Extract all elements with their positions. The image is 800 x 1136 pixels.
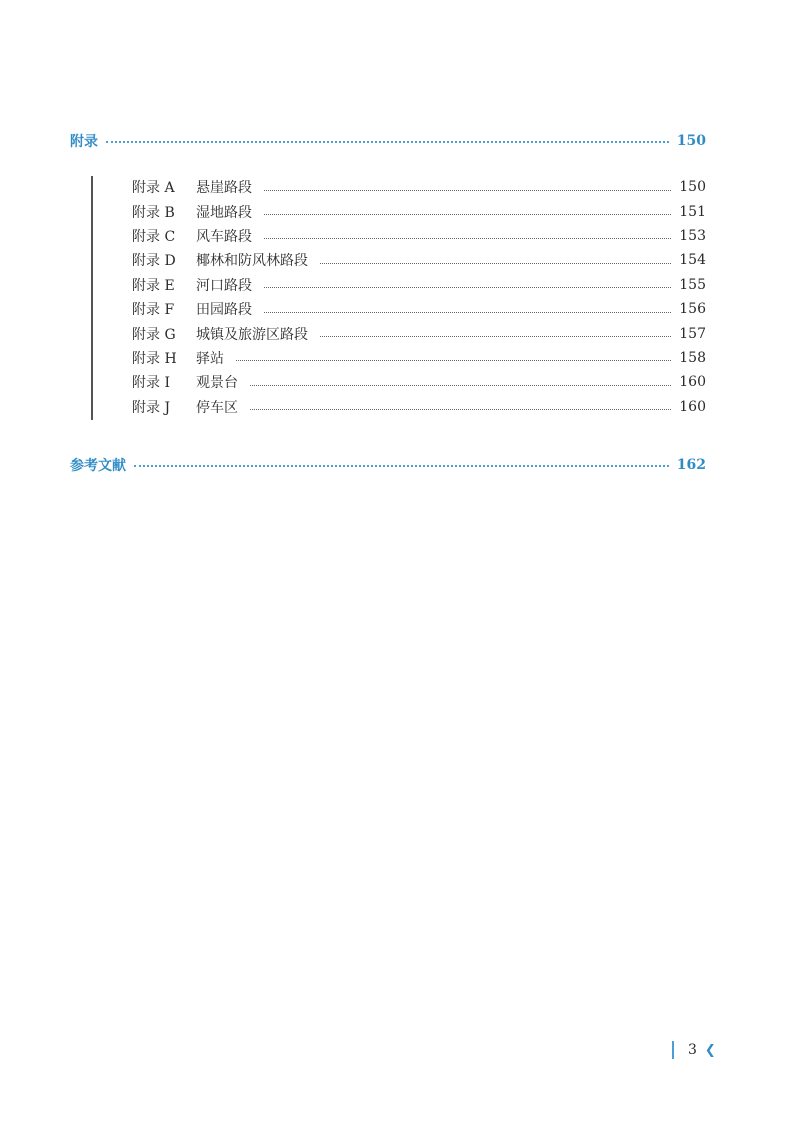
dot-leader: [134, 465, 669, 467]
toc-entry-label: 参考文献: [70, 458, 126, 474]
toc-entry-page: 150: [676, 133, 706, 149]
toc-entry-page: 162: [676, 457, 706, 473]
dot-leader: [236, 360, 671, 361]
subentry-code: 附录 D: [132, 253, 176, 270]
subentry-page: 157: [679, 325, 706, 342]
toc-subentry[interactable]: [132, 297, 706, 321]
dot-leader: [250, 385, 671, 386]
toc-subentry[interactable]: [132, 248, 706, 272]
dot-leader: [250, 409, 671, 410]
subentry-title: 椰林和防风林路段: [196, 253, 308, 270]
subentry-title: 悬崖路段: [196, 180, 252, 197]
toc-entry-label: 附录: [70, 134, 98, 150]
toc-subentry[interactable]: [132, 199, 706, 223]
subentry-page: 158: [679, 349, 706, 366]
toc-entry-references[interactable]: [70, 453, 706, 477]
subentry-title: 观景台: [196, 375, 238, 392]
subentry-title: 河口路段: [196, 277, 252, 294]
subentry-code: 附录 H: [132, 350, 177, 367]
subentry-code: 附录 F: [132, 302, 175, 319]
toc-entry-appendix[interactable]: [70, 129, 706, 153]
dot-leader: [264, 190, 671, 191]
toc-subentry[interactable]: [132, 370, 706, 394]
toc-subentry[interactable]: [132, 395, 706, 419]
subentry-page: 155: [679, 276, 706, 293]
dot-leader: [320, 336, 671, 337]
subentry-title: 城镇及旅游区路段: [196, 326, 308, 343]
subentry-title: 湿地路段: [196, 204, 252, 221]
subentry-code: 附录 I: [132, 375, 170, 392]
toc-subentry[interactable]: [132, 321, 706, 345]
footer-bar: [672, 1041, 674, 1059]
subentry-title: 驿站: [196, 350, 224, 367]
page-number: 3: [688, 1042, 697, 1058]
toc-subentry[interactable]: [132, 346, 706, 370]
subentry-title: 田园路段: [196, 302, 252, 319]
subentry-page: 153: [679, 227, 706, 244]
section-bar: [91, 176, 93, 420]
subentry-code: 附录 E: [132, 277, 175, 294]
subentry-code: 附录 G: [132, 326, 176, 343]
subentry-title: 风车路段: [196, 228, 252, 245]
dot-leader: [264, 312, 671, 313]
dot-leader: [106, 141, 669, 143]
page-footer: [672, 1040, 716, 1060]
dot-leader: [264, 287, 671, 288]
toc-subentry[interactable]: [132, 175, 706, 199]
subentry-page: 150: [679, 179, 706, 196]
subentry-code: 附录 J: [132, 399, 171, 416]
subentry-page: 160: [679, 398, 706, 415]
subentry-title: 停车区: [196, 399, 238, 416]
subentry-code: 附录 C: [132, 228, 176, 245]
chevron-left-icon: ❮: [704, 1042, 716, 1058]
subentry-page: 154: [679, 252, 706, 269]
subentry-page: 160: [679, 374, 706, 391]
dot-leader: [264, 214, 671, 215]
subentry-page: 151: [679, 203, 706, 220]
appendix-sublist: [132, 175, 706, 419]
subentry-code: 附录 A: [132, 180, 175, 197]
subentry-code: 附录 B: [132, 204, 175, 221]
toc-subentry[interactable]: [132, 273, 706, 297]
subentry-page: 156: [679, 301, 706, 318]
dot-leader: [264, 238, 671, 239]
toc-subentry[interactable]: [132, 224, 706, 248]
dot-leader: [320, 263, 671, 264]
